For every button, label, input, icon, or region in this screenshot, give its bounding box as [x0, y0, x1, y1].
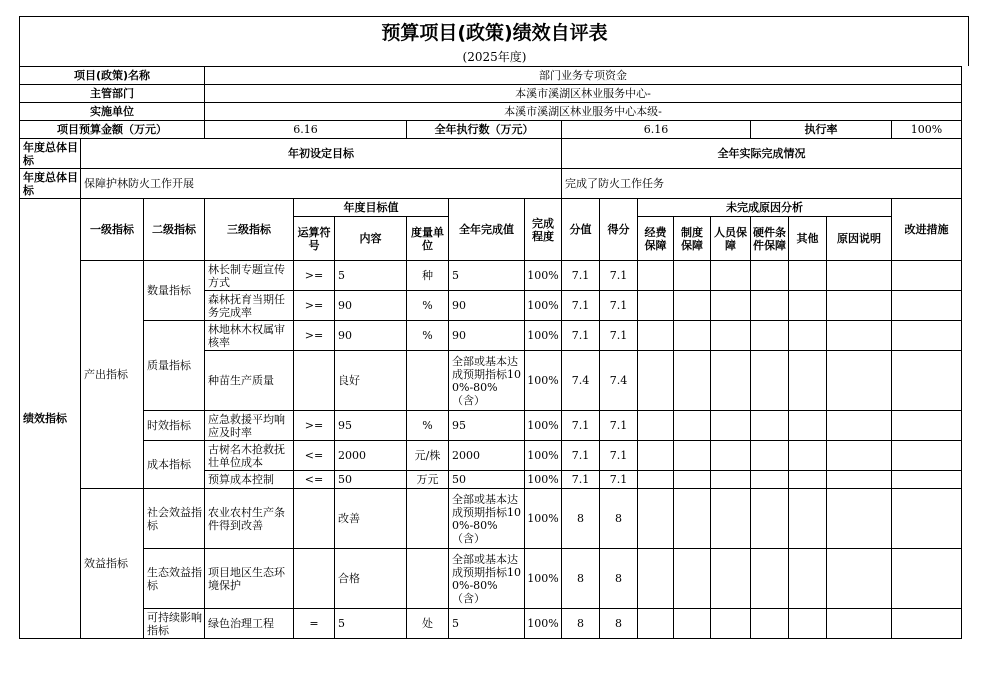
indicator-row — [20, 441, 962, 471]
full-year-value-cell: 5 — [449, 609, 525, 639]
reason-explain-cell — [827, 351, 892, 411]
operator-cell — [294, 489, 335, 549]
header-op: 运算符号 — [294, 217, 335, 261]
reason-other-cell — [789, 291, 827, 321]
target-content-cell: 改善 — [335, 489, 407, 549]
reason-funding-cell — [638, 261, 674, 291]
score-cell: 7.1 — [600, 261, 638, 291]
project-name-value: 部门业务专项资金 — [205, 67, 962, 85]
indicator-row — [20, 261, 962, 291]
header-level3: 三级指标 — [205, 199, 294, 261]
target-content-cell: 5 — [335, 261, 407, 291]
header-target-group: 年度目标值 — [294, 199, 449, 217]
reason-other-cell — [789, 321, 827, 351]
full-year-value-cell: 全部或基本达成预期指标100%-80%（含） — [449, 549, 525, 609]
operator-cell: >= — [294, 261, 335, 291]
level2-indicator: 社会效益指标 — [144, 489, 205, 549]
reason-staff-cell — [711, 321, 751, 351]
reason-system-cell — [674, 291, 711, 321]
header-unit: 度量单位 — [407, 217, 449, 261]
score-value-cell: 8 — [562, 609, 600, 639]
reason-other-cell — [789, 411, 827, 441]
full-year-value-cell: 50 — [449, 471, 525, 489]
level2-indicator: 数量指标 — [144, 261, 205, 321]
header-level1: 一级指标 — [81, 199, 144, 261]
reason-hardware-cell — [751, 471, 789, 489]
reason-hardware-cell — [751, 549, 789, 609]
completion-degree-cell: 100% — [525, 489, 562, 549]
measure-unit-cell — [407, 549, 449, 609]
dept-value: 本溪市溪湖区林业服务中心- — [205, 85, 962, 103]
measure-unit-cell — [407, 489, 449, 549]
score-value-cell: 7.1 — [562, 291, 600, 321]
measure-unit-cell: % — [407, 321, 449, 351]
budget-value: 6.16 — [205, 121, 407, 139]
full-year-value-cell: 90 — [449, 321, 525, 351]
target-content-cell: 2000 — [335, 441, 407, 471]
reason-other-cell — [789, 489, 827, 549]
dept-label: 主管部门 — [20, 85, 205, 103]
reason-system-cell — [674, 489, 711, 549]
score-cell: 8 — [600, 609, 638, 639]
reason-explain-cell — [827, 441, 892, 471]
reason-hardware-cell — [751, 291, 789, 321]
level3-indicator: 林长制专题宣传方式 — [205, 261, 294, 291]
actual-goal-text: 完成了防火工作任务 — [562, 169, 962, 199]
reason-funding-cell — [638, 441, 674, 471]
header-content: 内容 — [335, 217, 407, 261]
reason-funding-cell — [638, 489, 674, 549]
reason-explain-cell — [827, 321, 892, 351]
evaluation-table — [19, 66, 962, 639]
reason-funding-cell — [638, 549, 674, 609]
level2-indicator: 可持续影响指标 — [144, 609, 205, 639]
rate-label: 执行率 — [751, 121, 892, 139]
indicator-row — [20, 549, 962, 609]
reason-explain-cell — [827, 609, 892, 639]
score-value-cell: 8 — [562, 489, 600, 549]
reason-funding-cell — [638, 609, 674, 639]
actual-goal-header: 全年实际完成情况 — [562, 139, 962, 169]
reason-explain-cell — [827, 471, 892, 489]
header-reason-system: 制度保障 — [674, 217, 711, 261]
level3-indicator: 森林抚育当期任务完成率 — [205, 291, 294, 321]
reason-staff-cell — [711, 549, 751, 609]
reason-explain-cell — [827, 411, 892, 441]
score-cell: 7.1 — [600, 471, 638, 489]
header-score-value: 分值 — [562, 199, 600, 261]
operator-cell: >= — [294, 291, 335, 321]
level3-indicator: 古树名木抢救抚壮单位成本 — [205, 441, 294, 471]
reason-system-cell — [674, 609, 711, 639]
reason-system-cell — [674, 549, 711, 609]
operator-cell: >= — [294, 321, 335, 351]
reason-funding-cell — [638, 411, 674, 441]
level1-indicator: 效益指标 — [81, 489, 144, 639]
improvement-cell — [892, 411, 962, 441]
level1-indicator: 产出指标 — [81, 261, 144, 489]
operator-cell: <= — [294, 441, 335, 471]
indicator-row — [20, 321, 962, 351]
operator-cell — [294, 549, 335, 609]
full-year-value-cell: 5 — [449, 261, 525, 291]
level3-indicator: 农业农村生产条件得到改善 — [205, 489, 294, 549]
header-reason-explain: 原因说明 — [827, 217, 892, 261]
level3-indicator: 应急救援平均响应及时率 — [205, 411, 294, 441]
level2-indicator: 成本指标 — [144, 441, 205, 489]
reason-other-cell — [789, 441, 827, 471]
completion-degree-cell: 100% — [525, 351, 562, 411]
operator-cell: = — [294, 609, 335, 639]
indicator-row — [20, 609, 962, 639]
score-value-cell: 7.1 — [562, 261, 600, 291]
level3-indicator: 预算成本控制 — [205, 471, 294, 489]
reason-staff-cell — [711, 261, 751, 291]
reason-system-cell — [674, 471, 711, 489]
improvement-cell — [892, 549, 962, 609]
reason-staff-cell — [711, 291, 751, 321]
reason-staff-cell — [711, 471, 751, 489]
reason-staff-cell — [711, 411, 751, 441]
improvement-cell — [892, 471, 962, 489]
level3-indicator: 种苗生产质量 — [205, 351, 294, 411]
reason-hardware-cell — [751, 609, 789, 639]
operator-cell — [294, 351, 335, 411]
level2-indicator: 时效指标 — [144, 411, 205, 441]
completion-degree-cell: 100% — [525, 471, 562, 489]
reason-staff-cell — [711, 441, 751, 471]
reason-funding-cell — [638, 321, 674, 351]
reason-funding-cell — [638, 351, 674, 411]
score-cell: 8 — [600, 549, 638, 609]
goal-label: 年度总体目标 — [20, 139, 81, 169]
score-cell: 7.1 — [600, 441, 638, 471]
reason-hardware-cell — [751, 261, 789, 291]
reason-other-cell — [789, 549, 827, 609]
level2-indicator: 质量指标 — [144, 321, 205, 411]
initial-goal-text: 保障护林防火工作开展 — [81, 169, 562, 199]
budget-label: 项目预算金额（万元） — [20, 121, 205, 139]
measure-unit-cell: % — [407, 411, 449, 441]
completion-degree-cell: 100% — [525, 549, 562, 609]
full-year-value-cell: 全部或基本达成预期指标100%-80%（含） — [449, 489, 525, 549]
reason-explain-cell — [827, 489, 892, 549]
target-content-cell: 良好 — [335, 351, 407, 411]
reason-system-cell — [674, 321, 711, 351]
measure-unit-cell: % — [407, 291, 449, 321]
measure-unit-cell: 处 — [407, 609, 449, 639]
score-value-cell: 7.1 — [562, 411, 600, 441]
reason-staff-cell — [711, 609, 751, 639]
target-content-cell: 5 — [335, 609, 407, 639]
header-improve: 改进措施 — [892, 199, 962, 261]
operator-cell: >= — [294, 411, 335, 441]
reason-system-cell — [674, 411, 711, 441]
reason-hardware-cell — [751, 321, 789, 351]
score-cell: 7.4 — [600, 351, 638, 411]
header-level2: 二级指标 — [144, 199, 205, 261]
target-content-cell: 95 — [335, 411, 407, 441]
score-cell: 7.1 — [600, 411, 638, 441]
reason-hardware-cell — [751, 351, 789, 411]
indicator-row — [20, 411, 962, 441]
target-content-cell: 合格 — [335, 549, 407, 609]
initial-goal-header: 年初设定目标 — [81, 139, 562, 169]
improvement-cell — [892, 489, 962, 549]
full-year-value-cell: 全部或基本达成预期指标100%-80%（含） — [449, 351, 525, 411]
measure-unit-cell: 元/株 — [407, 441, 449, 471]
completion-degree-cell: 100% — [525, 609, 562, 639]
measure-unit-cell: 种 — [407, 261, 449, 291]
reason-funding-cell — [638, 291, 674, 321]
reason-explain-cell — [827, 261, 892, 291]
completion-degree-cell: 100% — [525, 441, 562, 471]
score-value-cell: 7.1 — [562, 441, 600, 471]
full-year-value-cell: 95 — [449, 411, 525, 441]
reason-system-cell — [674, 261, 711, 291]
completion-degree-cell: 100% — [525, 321, 562, 351]
score-value-cell: 7.4 — [562, 351, 600, 411]
improvement-cell — [892, 261, 962, 291]
measure-unit-cell: 万元 — [407, 471, 449, 489]
target-content-cell: 90 — [335, 291, 407, 321]
reason-system-cell — [674, 441, 711, 471]
level2-indicator: 生态效益指标 — [144, 549, 205, 609]
header-reason-hardware: 硬件条件保障 — [751, 217, 789, 261]
completion-degree-cell: 100% — [525, 411, 562, 441]
reason-funding-cell — [638, 471, 674, 489]
header-reason-other: 其他 — [789, 217, 827, 261]
reason-other-cell — [789, 261, 827, 291]
page-title: 预算项目(政策)绩效自评表 — [381, 22, 608, 44]
header-full-year: 全年完成值 — [449, 199, 525, 261]
header-score: 得分 — [600, 199, 638, 261]
exec-label: 全年执行数（万元） — [407, 121, 562, 139]
header-reason-funding: 经费保障 — [638, 217, 674, 261]
improvement-cell — [892, 321, 962, 351]
improvement-cell — [892, 609, 962, 639]
level3-indicator: 绿色治理工程 — [205, 609, 294, 639]
reason-hardware-cell — [751, 441, 789, 471]
reason-hardware-cell — [751, 489, 789, 549]
exec-value: 6.16 — [562, 121, 751, 139]
improvement-cell — [892, 441, 962, 471]
reason-staff-cell — [711, 489, 751, 549]
reason-explain-cell — [827, 291, 892, 321]
indicators-section-label: 绩效指标 — [20, 199, 81, 639]
header-degree: 完成程度 — [525, 199, 562, 261]
completion-degree-cell: 100% — [525, 291, 562, 321]
reason-other-cell — [789, 351, 827, 411]
goal-label-2: 年度总体目标 — [20, 169, 81, 199]
score-value-cell: 8 — [562, 549, 600, 609]
reason-hardware-cell — [751, 411, 789, 441]
reason-system-cell — [674, 351, 711, 411]
score-value-cell: 7.1 — [562, 321, 600, 351]
operator-cell: <= — [294, 471, 335, 489]
page-year: (2025年度) — [462, 50, 527, 64]
reason-other-cell — [789, 471, 827, 489]
reason-other-cell — [789, 609, 827, 639]
level3-indicator: 项目地区生态环境保护 — [205, 549, 294, 609]
score-cell: 8 — [600, 489, 638, 549]
header-reason-group: 未完成原因分析 — [638, 199, 892, 217]
rate-value: 100% — [892, 121, 962, 139]
project-name-label: 项目(政策)名称 — [20, 67, 205, 85]
indicator-row — [20, 489, 962, 549]
improvement-cell — [892, 351, 962, 411]
score-cell: 7.1 — [600, 321, 638, 351]
header-reason-staff: 人员保障 — [711, 217, 751, 261]
unit-value: 本溪市溪湖区林业服务中心本级- — [205, 103, 962, 121]
unit-label: 实施单位 — [20, 103, 205, 121]
full-year-value-cell: 90 — [449, 291, 525, 321]
target-content-cell: 50 — [335, 471, 407, 489]
target-content-cell: 90 — [335, 321, 407, 351]
score-value-cell: 7.1 — [562, 471, 600, 489]
completion-degree-cell: 100% — [525, 261, 562, 291]
score-cell: 7.1 — [600, 291, 638, 321]
measure-unit-cell — [407, 351, 449, 411]
full-year-value-cell: 2000 — [449, 441, 525, 471]
reason-explain-cell — [827, 549, 892, 609]
level3-indicator: 林地林木权属审核率 — [205, 321, 294, 351]
reason-staff-cell — [711, 351, 751, 411]
improvement-cell — [892, 291, 962, 321]
